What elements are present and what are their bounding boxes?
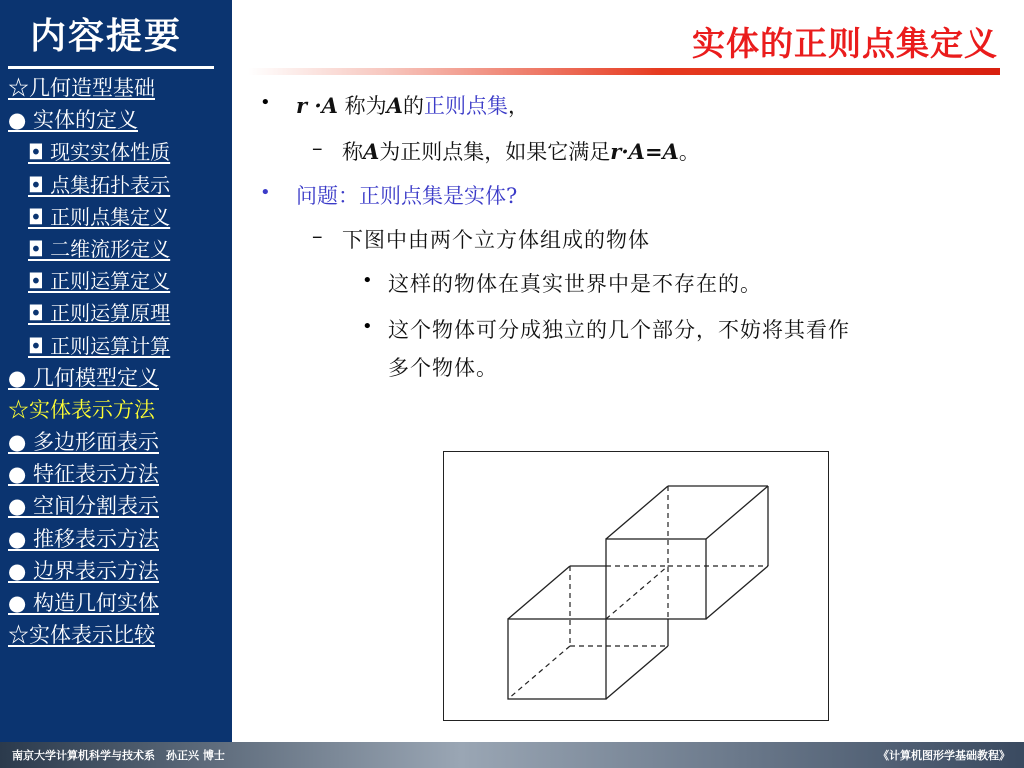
two-cubes-drawing [444,452,828,720]
variable-a: A [363,139,380,164]
bullet-marker: • [362,316,373,337]
text-segment: 的 [402,94,424,118]
sidebar-nav-item[interactable]: ● 构造几何实体 [8,591,159,615]
sidebar-nav [8,72,230,651]
bullet-regular-set [296,90,529,120]
text-segment: 为正则点集，如果它满足 [379,140,611,164]
sidebar-nav-item[interactable]: ☆几何造型基础 [8,76,155,100]
footer-author: 南京大学计算机科学与技术系 孙正兴 博士 [12,749,225,762]
bullet-question: 问题：正则点集是实体? [296,184,518,208]
dash-marker: – [312,136,323,160]
variable-a: A [386,93,403,118]
sidebar-nav-item[interactable]: ● 边界表示方法 [8,558,159,583]
footer-book-title: 《计算机图形学基础教程》 [878,749,1010,762]
sidebar-nav-item[interactable]: ◘ 正则运算定义 [28,269,171,294]
sidebar-nav-item[interactable]: ◘ 正则运算原理 [28,301,171,326]
sidebar-nav-item[interactable]: ◘ 现实实体性质 [28,140,171,165]
title-underline-bar [248,68,1000,75]
sidebar-nav-item[interactable]: ☆实体表示比较 [8,623,155,648]
lower-cube-edge [508,566,570,619]
regularization-expression: r ·A [296,93,338,118]
sub-figure-description: 下图中由两个立方体组成的物体 [342,228,650,252]
sidebar-title: 内容提要 [30,16,183,57]
sub-regular-definition [342,136,700,166]
hidden-edge [508,646,570,699]
footer-bar [0,742,1024,768]
upper-cube-edge [606,486,668,539]
text-segment: 称 [342,140,363,164]
condition-expression: r·A=A [610,139,679,164]
point-not-real: 这样的物体在真实世界中是不存在的。 [388,272,762,296]
slide-title: 实体的正则点集定义 [692,24,998,63]
sidebar-nav-item[interactable]: ● 推移表示方法 [8,526,159,551]
bullet-marker: • [362,270,373,291]
sidebar-nav-item[interactable]: ● 特征表示方法 [8,462,159,487]
sidebar-nav-item[interactable]: ☆实体表示方法 [8,397,155,422]
upper-cube-edge [706,566,768,619]
text-segment: 。 [678,140,700,164]
upper-cube-front-face [606,539,706,619]
sidebar-nav-item[interactable]: ● 实体的定义 [8,108,138,133]
upper-cube-edge [706,486,768,539]
dash-marker: – [312,224,323,248]
sidebar-nav-item[interactable]: ◘ 正则点集定义 [28,204,171,229]
hidden-edge [606,566,668,619]
sidebar-divider [8,66,214,69]
sidebar-nav-item[interactable]: ● 空间分割表示 [8,494,159,519]
point-separable-line1: 这个物体可分成独立的几个部分，不妨将其看作 [388,318,850,342]
sidebar-nav-item[interactable]: ● 多边形面表示 [8,430,159,455]
sidebar [0,0,232,742]
sidebar-nav-item[interactable]: ● 几何模型定义 [8,365,159,390]
lower-cube-front-face [508,619,606,699]
two-cubes-figure [443,451,829,721]
text-segment: ， [507,94,529,118]
highlight-term: 正则点集 [423,94,508,118]
point-separable-line2: 多个物体。 [388,356,498,380]
bullet-marker: • [260,182,271,203]
sidebar-nav-item[interactable]: ◘ 正则运算计算 [28,333,171,358]
sidebar-nav-item[interactable]: ◘ 二维流形定义 [28,236,171,261]
bullet-marker: • [260,92,271,113]
lower-cube-edge [606,646,668,699]
text-segment: 称为 [337,94,387,118]
sidebar-nav-item[interactable]: ◘ 点集拓扑表示 [28,172,171,197]
